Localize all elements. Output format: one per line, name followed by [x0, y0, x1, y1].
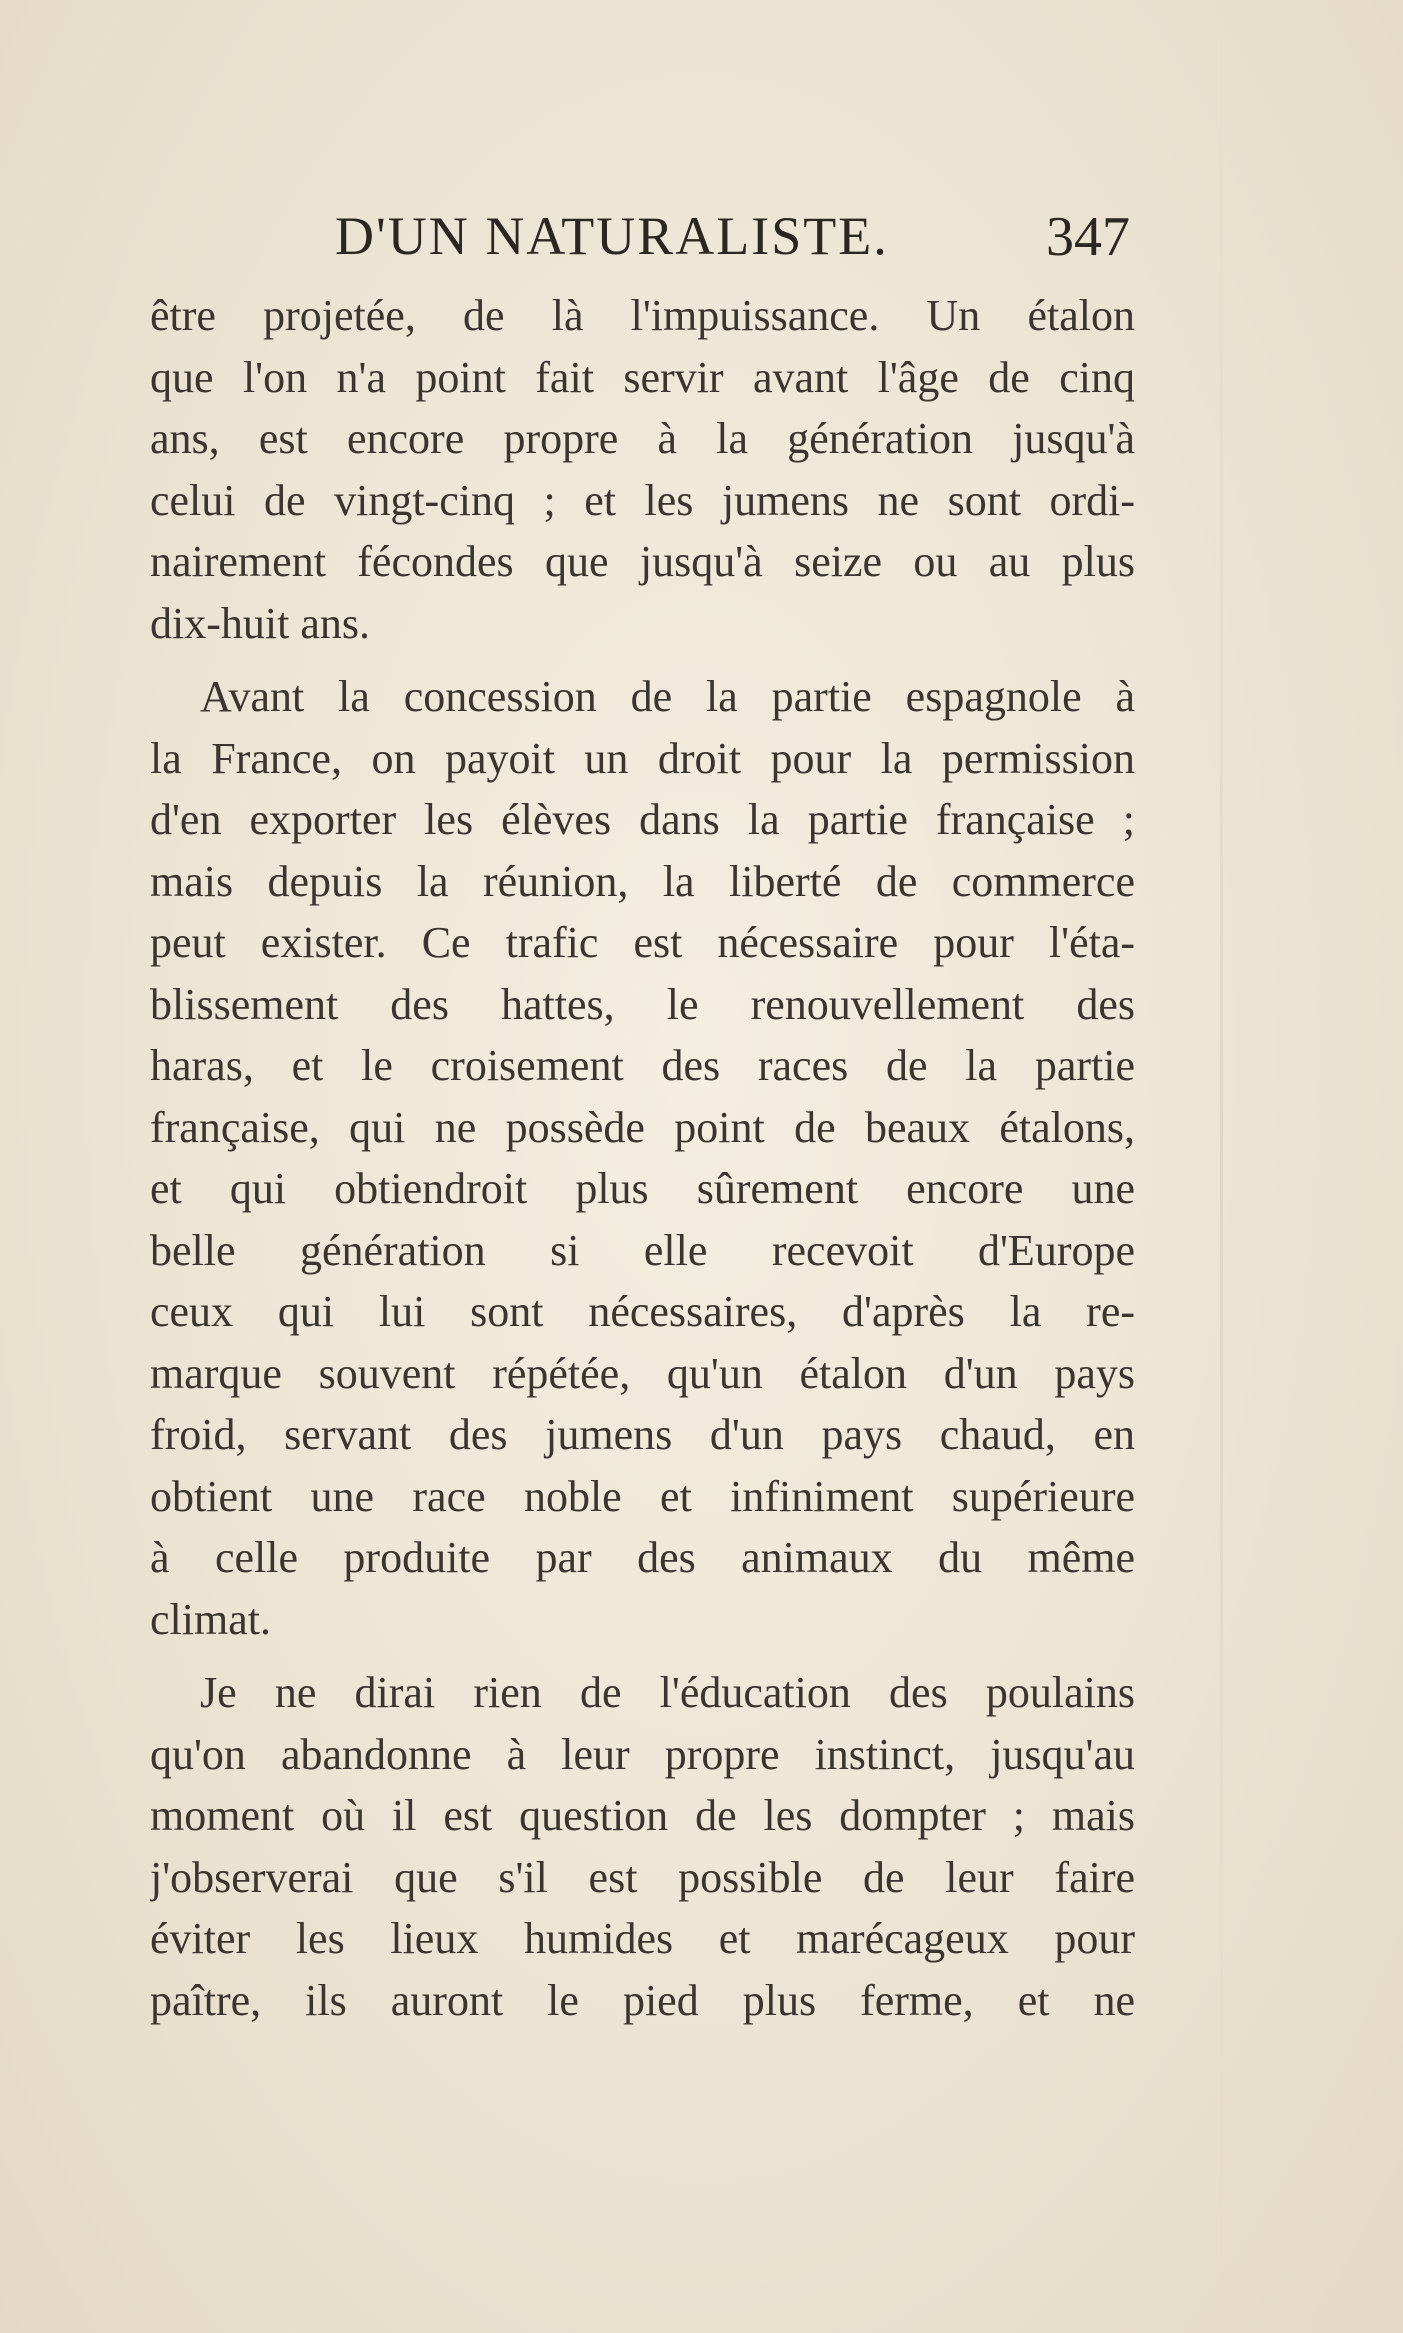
paragraph: [150, 285, 1135, 654]
text-line: ans, est encore propre à la génération jusqu'à: [150, 414, 1135, 463]
text-line: qu'on abandonne à leur propre instinct, jusqu'au: [150, 1729, 1135, 1779]
text-line: marque souvent répétée, qu'un étalon d'un pays: [150, 1348, 1135, 1398]
text-line: climat.: [150, 1594, 271, 1644]
text-line: être projetée, de là l'impuissance. Un étalon: [150, 291, 1135, 340]
text-line: paître, ils auront le pied plus ferme, et ne: [150, 1975, 1135, 2025]
text-line: dix-huit ans.: [150, 598, 370, 648]
text-line: belle génération si elle recevoit d'Europe: [150, 1225, 1135, 1275]
body-text: [150, 285, 1135, 2031]
text-line: blissement des hattes, le renouvellement des: [150, 979, 1135, 1029]
page-number: 347: [1046, 206, 1130, 268]
text-line: peut exister. Ce trafic est nécessaire pour l'éta-: [150, 918, 1135, 967]
text-line: froid, servant des jumens d'un pays chaud, en: [150, 1410, 1135, 1459]
paragraph: [150, 1662, 1135, 2031]
text-line: mais depuis la réunion, la liberté de commerce: [150, 856, 1135, 906]
text-line: ceux qui lui sont nécessaires, d'après la re-: [150, 1287, 1135, 1336]
text-line: Je ne dirai rien de l'éducation des poulains: [200, 1668, 1135, 1717]
page-header: [150, 205, 1150, 275]
page-crease: [1220, 0, 1223, 2333]
text-line: haras, et le croisement des races de la partie: [150, 1041, 1135, 1090]
text-line: celui de vingt-cinq ; et les jumens ne sont ordi-: [150, 475, 1135, 525]
text-line: obtient une race noble et infiniment supérieure: [150, 1471, 1135, 1521]
text-line: que l'on n'a point fait servir avant l'âge de cinq: [150, 352, 1135, 402]
text-line: la France, on payoit un droit pour la permission: [150, 733, 1135, 783]
running-head: D'UN NATURALISTE.: [335, 206, 889, 266]
text-line: nairement fécondes que jusqu'à seize ou au plus: [150, 537, 1135, 586]
text-line: Avant la concession de la partie espagnole à: [200, 672, 1135, 721]
text-line: éviter les lieux humides et marécageux pour: [150, 1914, 1135, 1963]
text-line: d'en exporter les élèves dans la partie française ;: [150, 795, 1135, 844]
text-line: française, qui ne possède point de beaux étalons,: [150, 1102, 1135, 1152]
text-line: et qui obtiendroit plus sûrement encore une: [150, 1164, 1135, 1213]
text-line: j'observerai que s'il est possible de leur faire: [150, 1852, 1135, 1902]
paragraph: [150, 666, 1135, 1650]
text-line: moment où il est question de les dompter ; mais: [150, 1791, 1135, 1840]
text-line: à celle produite par des animaux du même: [150, 1533, 1135, 1582]
